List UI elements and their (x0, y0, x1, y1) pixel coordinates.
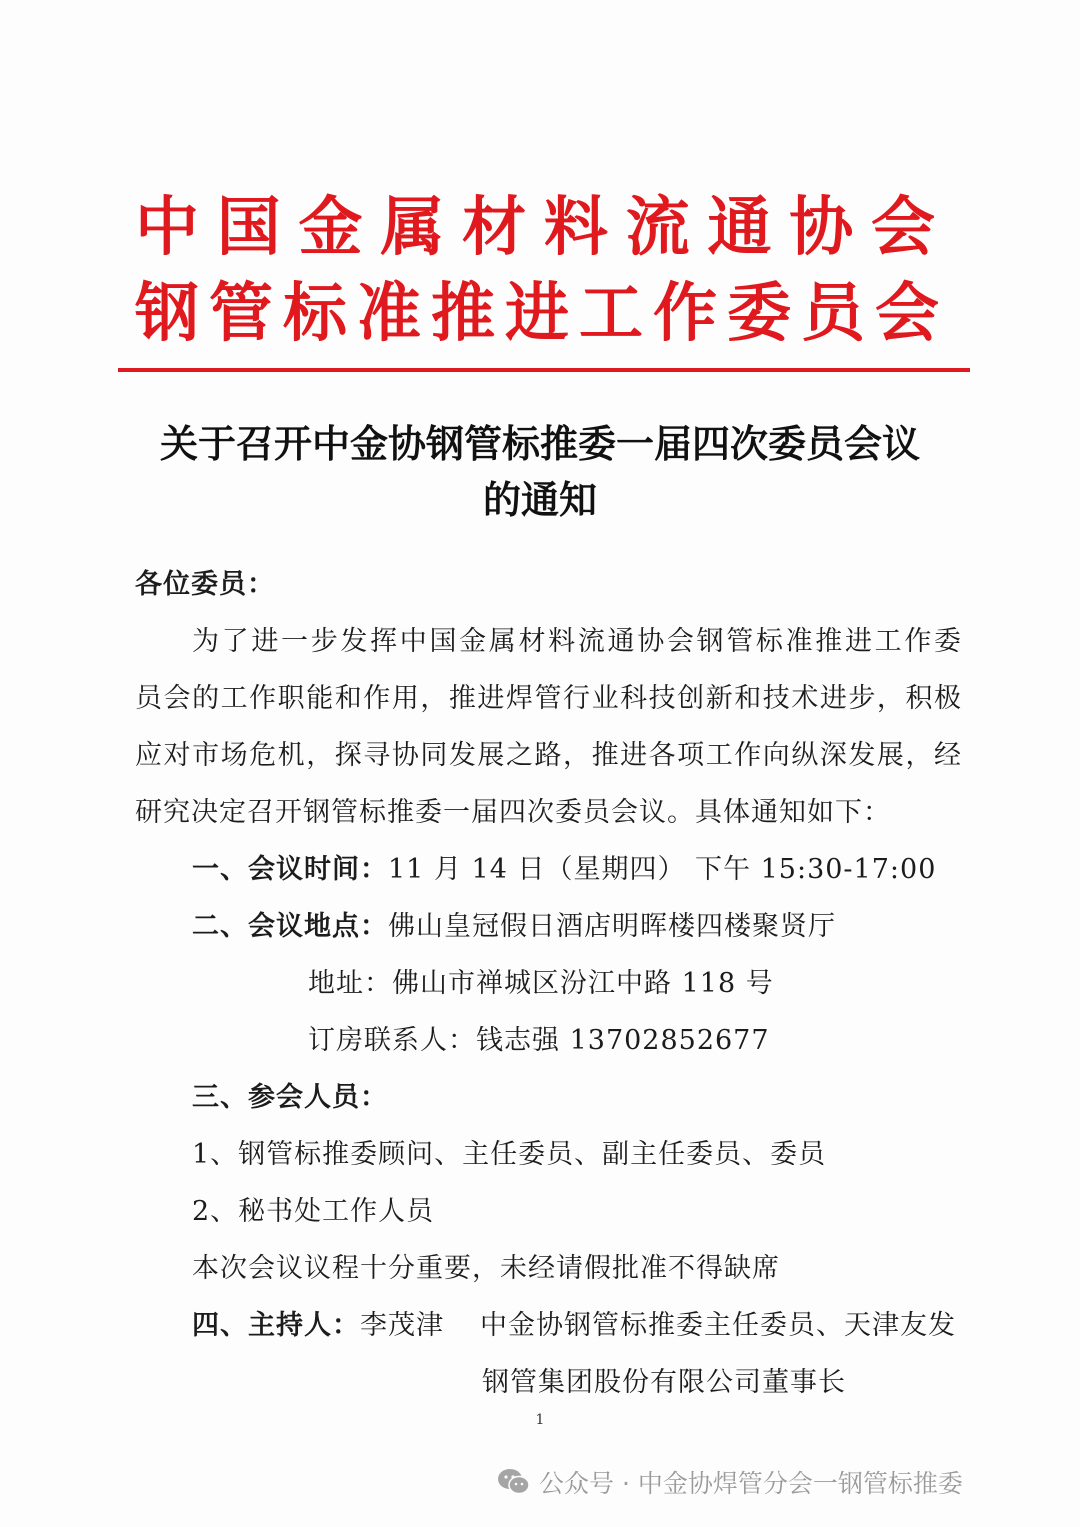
section-host (192, 1309, 956, 1343)
venue-address: 地址：佛山市禅城区汾江中路 118 号 (308, 968, 774, 999)
section-host-label: 四、主持人： (192, 1310, 360, 1341)
org-name-line1: 中国金属材料流通协会 (135, 191, 945, 265)
attendee-item: 1、钢管标推委顾问、主任委员、副主任委员、委员 (192, 1139, 827, 1170)
watermark (497, 1462, 963, 1502)
intro-line: 为了进一步发挥中国金属材料流通协会钢管标准推进工作委 (192, 626, 962, 657)
page-number: 1 (535, 1412, 545, 1428)
watermark-text: 公众号 · 中金协焊管分会一钢管标推委 (539, 1469, 963, 1498)
host-title-line1: 中金协钢管标推委主任委员、天津友发 (480, 1310, 956, 1341)
org-name-line2: 钢管标准推进工作委员会 (135, 277, 949, 351)
section-place-label: 二、会议地点： (192, 911, 388, 942)
section-place-value: 佛山皇冠假日酒店明晖楼四楼聚贤厅 (388, 911, 836, 942)
section-attendees-label: 三、参会人员： (192, 1082, 388, 1113)
intro-line: 员会的工作职能和作用，推进焊管行业科技创新和技术进步，积极 (135, 683, 962, 714)
host-name: 李茂津 (360, 1310, 444, 1341)
section-time-label: 一、会议时间： (192, 854, 388, 885)
section-place (192, 910, 836, 944)
intro-line: 研究决定召开钢管标推委一届四次委员会议。具体通知如下： (135, 797, 891, 828)
attendee-item: 2、秘书处工作人员 (192, 1196, 435, 1227)
notice-title-line2: 的通知 (482, 478, 597, 522)
booking-contact: 订房联系人：钱志强 13702852677 (308, 1025, 770, 1056)
section-time (192, 853, 936, 887)
salutation: 各位委员： (135, 569, 275, 600)
section-time-value: 11 月 14 日（星期四） 下午 15:30-17:00 (388, 854, 937, 885)
wechat-icon (497, 1467, 531, 1497)
intro-line: 应对市场危机，探寻协同发展之路，推进各项工作向纵深发展，经 (135, 740, 962, 771)
attendance-note: 本次会议议程十分重要，未经请假批准不得缺席 (192, 1253, 780, 1284)
red-divider (118, 368, 970, 372)
host-title-line2: 钢管集团股份有限公司董事长 (482, 1367, 846, 1398)
notice-title-line1: 关于召开中金协钢管标推委一届四次委员会议 (159, 422, 920, 466)
